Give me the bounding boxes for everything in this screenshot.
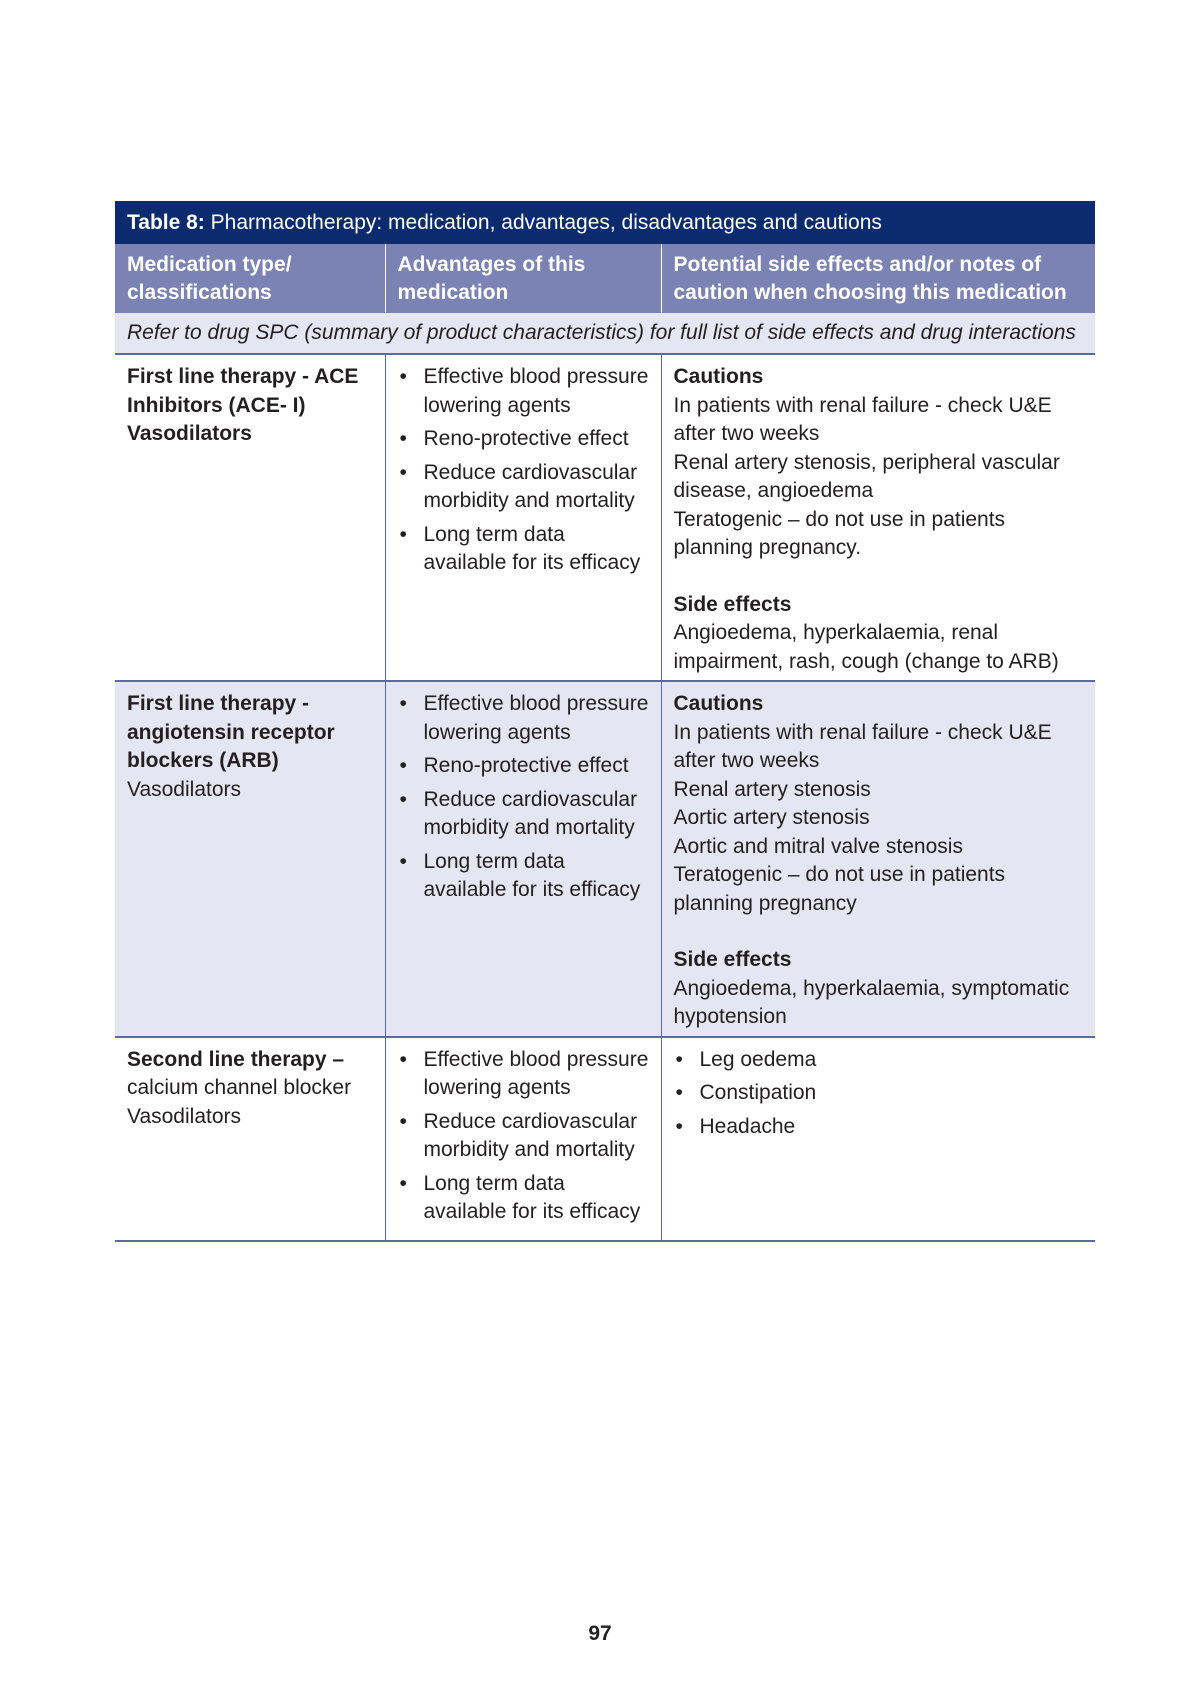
cautions-list <box>674 719 1084 919</box>
table-row <box>115 1037 1095 1241</box>
cautions-cell <box>661 354 1095 681</box>
list-item: • Headache <box>674 1113 1084 1142</box>
list-item: • Effective blood pressure lowering agents <box>398 363 649 420</box>
list-item: • Long term data available for its efficacy <box>398 1170 649 1227</box>
caution-item: In patients with renal failure - check U&E after two weeks <box>673 720 1052 772</box>
caution-item: Teratogenic – do not use in patients planning pregnancy. <box>673 507 1006 559</box>
caution-item: Aortic and mitral valve stenosis <box>673 834 963 858</box>
side-effects-heading: Side effects <box>673 592 792 616</box>
table-caption-text: Pharmacotherapy: medication, advantages, disadvantages and cautions <box>204 211 882 234</box>
advantages-cell <box>385 681 661 1037</box>
advantages-list <box>398 363 649 578</box>
note-row <box>115 313 1095 354</box>
advantages-cell <box>385 1037 661 1241</box>
header-advantages: Advantages of this medication <box>385 244 661 313</box>
medication-class: calcium channel blocker Vasodilators <box>127 1076 352 1128</box>
caution-item: Aortic artery stenosis <box>673 806 870 829</box>
side-effects-heading: Side effects <box>673 948 792 971</box>
cautions-heading: Cautions <box>673 365 764 388</box>
list-item: • Reduce cardiovascular morbidity and mortality <box>398 786 649 843</box>
advantages-cell <box>385 354 661 681</box>
list-item: • Reduce cardiovascular morbidity and mortality <box>398 1108 649 1165</box>
list-item: • Reno-protective effect <box>398 425 649 454</box>
header-side-effects: Potential side effects and/or notes of caution when choosing this medication <box>661 244 1095 313</box>
medication-class: Vasodilators <box>127 777 242 801</box>
header-row <box>115 244 1095 313</box>
cautions-heading: Cautions <box>673 692 764 715</box>
list-item: • Reno-protective effect <box>398 752 649 781</box>
list-item: • Long term data available for its efficacy <box>398 521 649 578</box>
list-item: • Effective blood pressure lowering agents <box>398 690 649 747</box>
caution-item: Renal artery stenosis <box>673 777 871 801</box>
advantages-list <box>398 690 649 905</box>
table-caption-label: Table 8: <box>127 211 205 234</box>
cautions-list <box>674 392 1084 563</box>
list-item: • Long term data available for its efficacy <box>398 848 649 905</box>
table-caption <box>115 201 1095 244</box>
caution-item: In patients with renal failure - check U&E after two weeks <box>673 393 1052 445</box>
page-number: 97 <box>588 1622 612 1645</box>
list-item: • Reduce cardiovascular morbidity and mortality <box>398 459 649 516</box>
list-item: • Leg oedema <box>674 1046 1084 1075</box>
medication-type-name: Second line therapy – <box>127 1047 345 1071</box>
side-effects-text: Angioedema, hyperkalaemia, symptomatic hypotension <box>673 976 1070 1028</box>
side-effects-list <box>674 1046 1084 1142</box>
table-row <box>115 681 1095 1037</box>
pharmacotherapy-table <box>115 201 1095 1242</box>
spc-note: Refer to drug SPC (summary of product characteristics) for full list of side effects and drug interactions <box>115 313 1095 354</box>
advantages-list <box>398 1046 649 1227</box>
list-item: • Effective blood pressure lowering agents <box>398 1046 649 1103</box>
side-effects-cell <box>661 1037 1095 1241</box>
table-row <box>115 354 1095 681</box>
medication-type-name: First line therapy - ACE Inhibitors (ACE- I) Vasodilators <box>127 365 359 445</box>
medication-type-name: First line therapy - angiotensin receptor blockers (ARB) <box>127 692 335 772</box>
medication-type-cell <box>115 354 385 681</box>
side-effects-text: Angioedema, hyperkalaemia, renal impairment, rash, cough (change to ARB) <box>673 621 1059 673</box>
caution-item: Teratogenic – do not use in patients planning pregnancy <box>673 863 1006 915</box>
medication-type-cell <box>115 1037 385 1241</box>
caution-item: Renal artery stenosis, peripheral vascular disease, angioedema <box>673 450 1060 502</box>
cautions-cell <box>661 681 1095 1037</box>
header-medication-type: Medication type/ classifications <box>115 244 385 313</box>
list-item: • Constipation <box>674 1079 1084 1108</box>
medication-type-cell <box>115 681 385 1037</box>
